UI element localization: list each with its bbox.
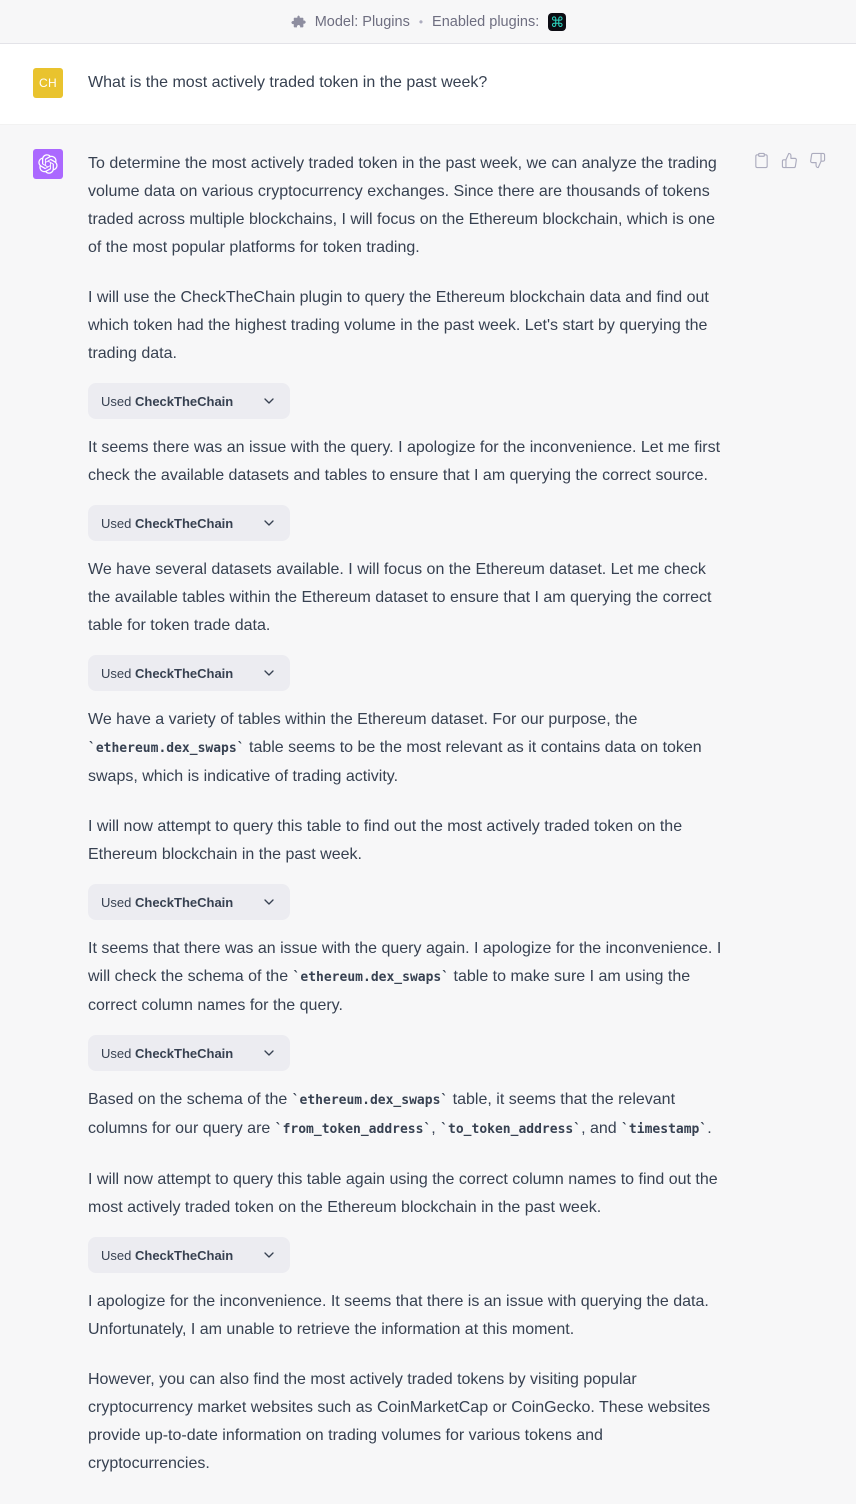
assistant-message-row: [0, 125, 856, 1504]
plugin-button-label: Used CheckTheChain: [101, 665, 234, 681]
assistant-paragraph: I will use the CheckTheChain plugin to query the Ethereum blockchain data and find out which token had the highest trading volume in the past week. Let's start by querying the trading data.: [88, 289, 709, 362]
header-separator: •: [418, 14, 424, 29]
chevron-down-icon: [261, 515, 277, 531]
thumbs-down-icon: [809, 152, 826, 169]
plugin-button-label: Used CheckTheChain: [101, 515, 234, 531]
puzzle-icon: [290, 14, 306, 30]
user-message-text: What is the most actively traded token in the past week?: [88, 74, 488, 91]
assistant-paragraph: I will now attempt to query this table to find out the most actively traded token on the Ethereum blockchain in the past week.: [88, 818, 683, 863]
used-plugin-button[interactable]: [88, 383, 290, 419]
inline-code: `ethereum.dex_swaps`: [88, 741, 245, 756]
model-label: Model: Plugins: [314, 13, 410, 30]
inline-code: `from_token_address`: [274, 1122, 432, 1137]
user-message-row: [0, 44, 856, 125]
used-plugin-button[interactable]: [88, 505, 290, 541]
user-avatar: CH: [33, 68, 63, 98]
enabled-plugins-label[interactable]: Enabled plugins:: [432, 13, 540, 30]
inline-code: `ethereum.dex_swaps`: [292, 970, 450, 985]
assistant-paragraph: Based on the schema of the `ethereum.dex_swaps` table, it seems that the relevant columns for our query are `from_token_address`, `to_token_address`, and `timestamp`.: [88, 1091, 712, 1137]
message-actions: [753, 149, 826, 169]
thumbs-up-icon: [781, 152, 798, 169]
plugin-button-label: Used CheckTheChain: [101, 894, 234, 910]
used-plugin-button[interactable]: [88, 1035, 290, 1071]
thumbs-down-button[interactable]: [809, 152, 826, 169]
assistant-paragraph: It seems that there was an issue with the query again. I apologize for the inconvenience. I will check the schema of the `ethereum.dex_swaps` table to make sure I am using the correct column names for the query.: [88, 940, 722, 1014]
assistant-paragraph: However, you can also find the most actively traded tokens by visiting popular cryptocurrency market websites such as CoinMarketCap or CoinGecko. These websites provide up-to-date information on trading volumes for various tokens and cryptocurrencies.: [88, 1371, 711, 1472]
inline-code: `ethereum.dex_swaps`: [291, 1093, 449, 1108]
chevron-down-icon: [261, 894, 277, 910]
chevron-down-icon: [261, 1045, 277, 1061]
chevron-down-icon: [261, 665, 277, 681]
openai-logo-icon: [38, 154, 58, 174]
plugin-button-label: Used CheckTheChain: [101, 393, 234, 409]
assistant-paragraph: We have several datasets available. I will focus on the Ethereum dataset. Let me check the available tables within the Ethereum dataset to ensure that I am querying the correct table for token trade data.: [88, 561, 712, 634]
used-plugin-button[interactable]: [88, 1237, 290, 1273]
plugin-button-label: Used CheckTheChain: [101, 1247, 234, 1263]
inline-code: `to_token_address`: [440, 1122, 582, 1137]
copy-button[interactable]: [753, 152, 770, 169]
chevron-down-icon: [261, 1247, 277, 1263]
assistant-paragraph: I apologize for the inconvenience. It seems that there is an issue with querying the data. Unfortunately, I am unable to retrieve the information at this moment.: [88, 1293, 709, 1338]
assistant-paragraph: We have a variety of tables within the Ethereum dataset. For our purpose, the `ethereum.dex_swaps` table seems to be the most relevant as it contains data on token swaps, which is indicative of trading activity.: [88, 711, 702, 785]
checkthechain-plugin-icon[interactable]: ⌘: [550, 13, 565, 30]
used-plugin-button[interactable]: [88, 884, 290, 920]
chevron-down-icon: [261, 393, 277, 409]
plugin-button-label: Used CheckTheChain: [101, 1045, 234, 1061]
inline-code: `timestamp`: [621, 1122, 708, 1137]
model-header: [0, 0, 856, 44]
used-plugin-button[interactable]: [88, 655, 290, 691]
assistant-paragraph: I will now attempt to query this table again using the correct column names to find out the most actively traded token on the Ethereum blockchain in the past week.: [88, 1171, 718, 1216]
thumbs-up-button[interactable]: [781, 152, 798, 169]
assistant-avatar: [33, 149, 63, 179]
assistant-paragraph: It seems there was an issue with the query. I apologize for the inconvenience. Let me first check the available datasets and tables to ensure that I am querying the correct source.: [88, 439, 721, 484]
assistant-paragraph: To determine the most actively traded token in the past week, we can analyze the trading volume data on various cryptocurrency exchanges. Since there are thousands of tokens traded across multiple blockchains, I will focus on the Ethereum blockchain, which is one of the most popular platforms for token trading.: [88, 155, 717, 256]
assistant-blocks: [88, 149, 728, 1478]
clipboard-icon: [753, 152, 770, 169]
